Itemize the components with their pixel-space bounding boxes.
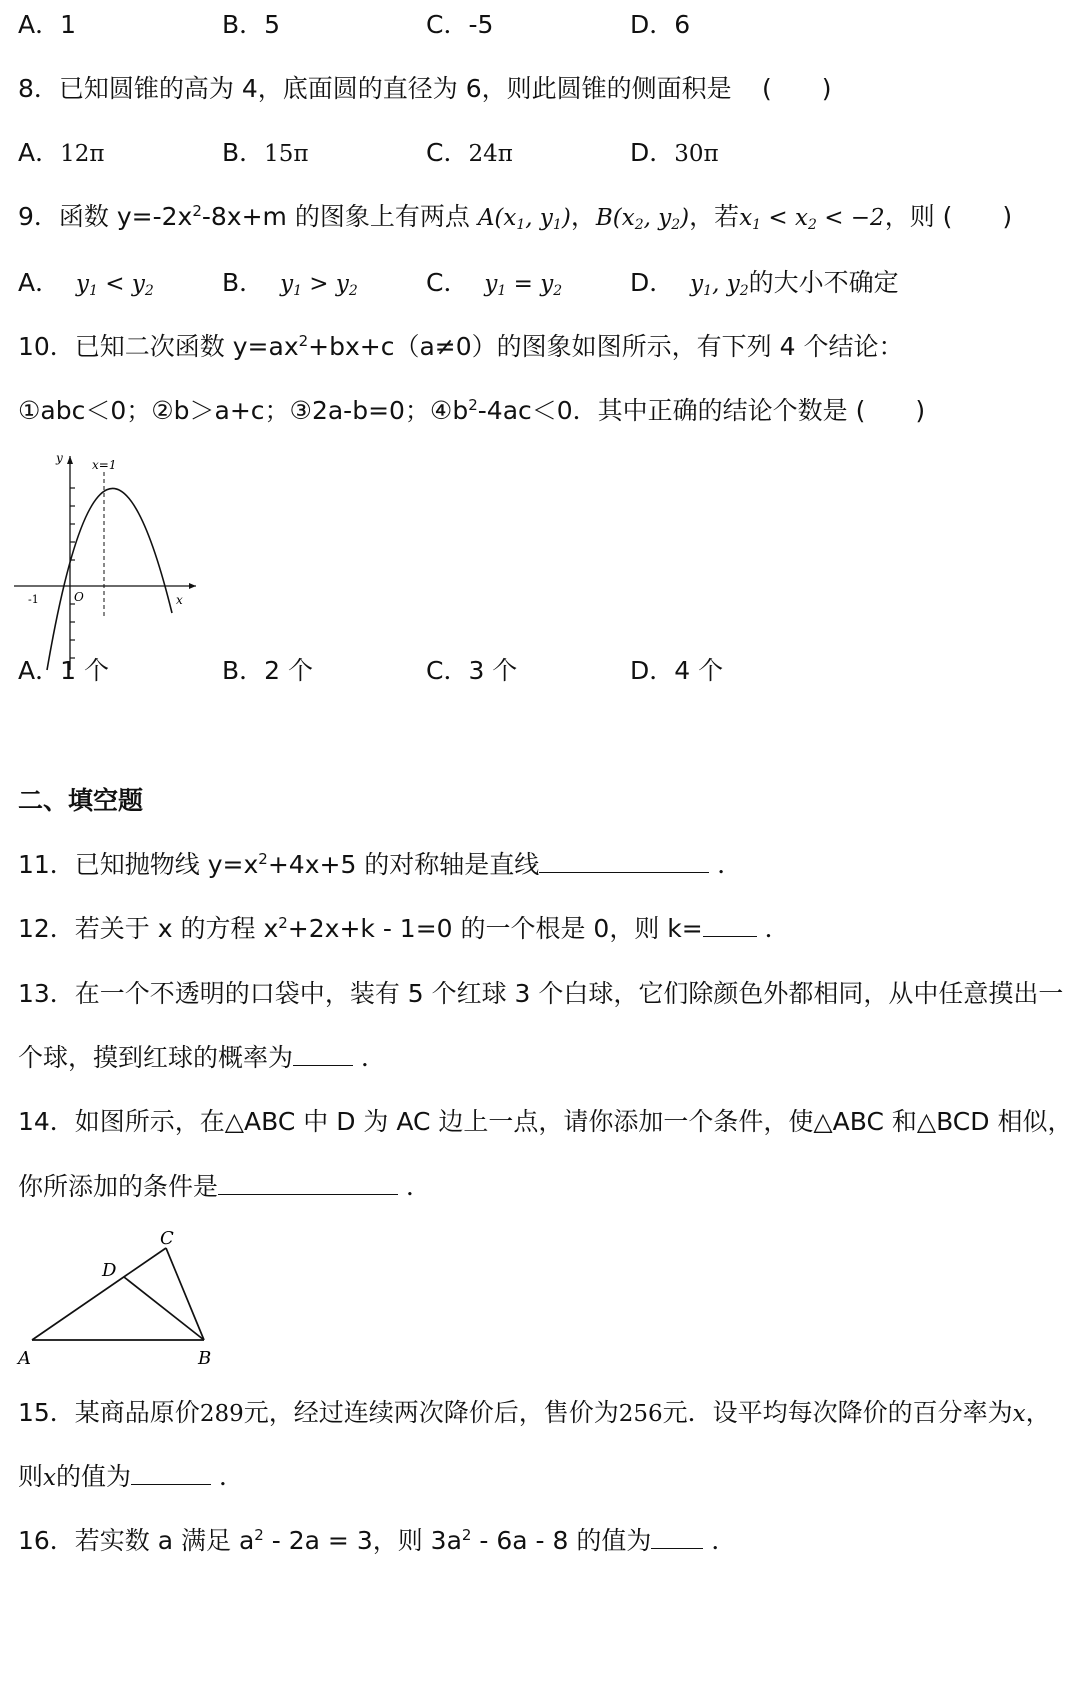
q13-line1: 13．在一个不透明的口袋中，装有 5 个红球 3 个白球，它们除颜色外都相同，从中任意摸出一 <box>18 979 1064 1008</box>
q15-line2: 则x的值为 ． <box>18 1462 244 1491</box>
parabola-curve <box>47 488 172 670</box>
q13-blank <box>293 1043 353 1066</box>
y-axis-arrow <box>67 456 73 464</box>
q10-conclusions: ①abc＜0；②b＞a+c；③2a-b=0；$④b^2-4ac<0$．其中正确的结论个数是 ( ) <box>18 396 926 425</box>
q7-option-c: C．-5 <box>426 10 494 39</box>
x-axis-arrow <box>189 583 196 589</box>
section-title: 二、填空题 <box>18 786 144 815</box>
q9-option-d: D． $y_1$, $y_2$的大小不确定 <box>630 268 899 299</box>
q15-blank <box>131 1462 211 1485</box>
q10-option-c: C．3 个 <box>426 656 518 685</box>
q7-option-a: A．1 <box>18 10 77 39</box>
q14-line1: 14．如图所示，在△ABC 中 D 为 AC 边上一点，请你添加一个条件，使△ABC 和△BCD 相似， <box>18 1107 1073 1136</box>
label-d: D <box>102 1260 117 1281</box>
label-c: C <box>160 1228 174 1249</box>
label-a: A <box>18 1348 31 1369</box>
q11-blank <box>539 850 709 873</box>
segment-db <box>124 1277 204 1340</box>
symmetry-label: x=1 <box>92 458 117 472</box>
q8-stem: 8．已知圆锥的高为 4，底面圆的直径为 6，则此圆锥的侧面积是 <box>18 74 732 103</box>
parabola-graph <box>14 448 204 678</box>
q13-line2: 个球，摸到红球的概率为 ． <box>18 1043 386 1072</box>
q10-stem: 10．已知二次函数 $y=ax^2+bx+c(a\ne 0)$的图象如图所示，有下列 4 个结论： <box>18 332 904 361</box>
q12-blank <box>703 914 757 937</box>
q11: 11．已知抛物线 $y=x^2+4x+5$ 的对称轴是直线 ． <box>18 850 743 879</box>
q8-option-b: B．15π <box>222 138 309 167</box>
q7-option-d: D．6 <box>630 10 691 39</box>
label-b: B <box>198 1348 212 1369</box>
q8-option-a: A．12π <box>18 138 105 167</box>
neg1-label: -1 <box>28 593 39 606</box>
q9-option-a: A． $y_1 < y_2$ <box>18 268 154 299</box>
q10-option-d: D．4 个 <box>630 656 724 685</box>
q10-option-b: B．2 个 <box>222 656 314 685</box>
x-label: x <box>176 593 183 607</box>
q15-line1: 15．某商品原价289元，经过连续两次降价后，售价为256元．设平均每次降价的百分率为x， <box>18 1398 1051 1427</box>
q8-option-d: D．30π <box>630 138 719 167</box>
q12: 12．若关于 x 的方程 $x^2+2x+k - 1=0$ 的一个根是 0，则 k= ． <box>18 914 790 943</box>
q9-stem: 9．函数 $y=-2x^2-8x+m$ 的图象上有两点 $A(x_1$, $y_1$)，$B(x_2$, $y_2$)，若$x_1 < x_2 < -2$，则 ( ) <box>18 202 1013 233</box>
triangle-figure <box>14 1226 224 1376</box>
y-ticks <box>70 488 75 658</box>
q14-blank <box>218 1172 398 1195</box>
side-cb <box>166 1248 204 1340</box>
q9-option-c: C． $y_1 = y_2$ <box>426 268 563 299</box>
q8-option-c: C．24π <box>426 138 513 167</box>
q7-option-b: B．5 <box>222 10 281 39</box>
q14-line2: 你所添加的条件是 ． <box>18 1172 431 1201</box>
origin-label: O <box>74 590 84 604</box>
q16-blank <box>651 1526 703 1549</box>
q10-option-a: A．1 个 <box>18 656 109 685</box>
q16: 16．若实数 a 满足 $a^2 - 2a = 3$，则 $3a^2 - 6a - 8$ 的值为 ． <box>18 1526 737 1555</box>
q8-paren: ( ) <box>762 74 832 103</box>
q9-option-b: B． $y_1 > y_2$ <box>222 268 358 299</box>
y-label: y <box>56 451 63 465</box>
